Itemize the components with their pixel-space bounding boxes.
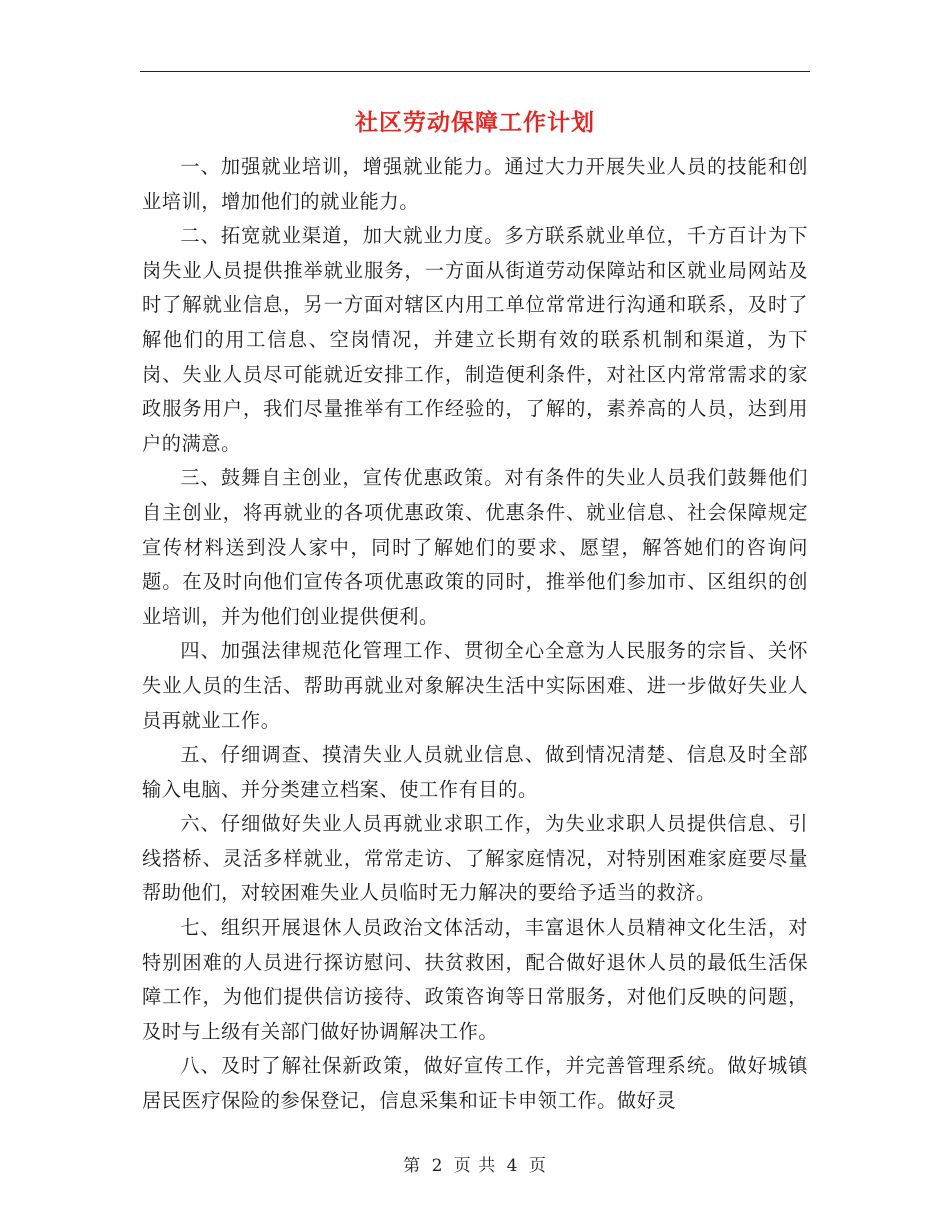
paragraph-7: 七、组织开展退休人员政治文体活动，丰富退休人员精神文化生活，对特别困难的人员进行探访慰问、扶贫救困，配合做好退休人员的最低生活保障工作，为他们提供信访接待、政策咨询等日常服务，对他们反映的问题，及时与上级有关部门做好协调解决工作。 [142,916,808,1043]
paragraph-2: 二、拓宽就业渠道，加大就业力度。多方联系就业单位，千方百计为下岗失业人员提供推举就业服务，一方面从街道劳动保障站和区就业局网站及时了解就业信息，另一方面对辖区内用工单位常常进行沟通和联系，及时了解他们的用工信息、空岗情况，并建立长期有效的联系机制和渠道，为下岗、失业人员尽可能就近安排工作，制造便利条件，对社区内常常需求的家政服务用户，我们尽量推举有工作经验的，了解的，素养高的人员，达到用户的满意。 [142,224,808,455]
paragraph-6: 六、仔细做好失业人员再就业求职工作，为失业求职人员提供信息、引线搭桥、灵活多样就业，常常走访、了解家庭情况，对特别困难家庭要尽量帮助他们，对较困难失业人员临时无力解决的要给予适当的救济。 [142,812,808,905]
paragraph-3: 三、鼓舞自主创业，宣传优惠政策。对有条件的失业人员我们鼓舞他们自主创业，将再就业的各项优惠政策、优惠条件、就业信息、社会保障规定宣传材料送到没人家中，同时了解她们的要求、愿望，解答她们的咨询问题。在及时向他们宣传各项优惠政策的同时，推举他们参加市、区组织的创业培训，并为他们创业提供便利。 [142,466,808,628]
footer-prefix: 第 [403,1156,422,1176]
paragraph-8: 八、及时了解社保新政策，做好宣传工作，并完善管理系统。做好城镇居民医疗保险的参保登记，信息采集和证卡申领工作。做好灵 [142,1054,808,1113]
paragraph-4: 四、加强法律规范化管理工作、贯彻全心全意为人民服务的宗旨、关怀失业人员的生活、帮助再就业对象解决生活中实际困难、进一步做好失业人员再就业工作。 [142,639,808,732]
footer-mid: 页 共 [453,1156,497,1176]
footer-current-page: 2 [431,1156,444,1176]
footer-total-pages: 4 [506,1156,519,1176]
header-rule [140,71,810,72]
footer-suffix: 页 [528,1156,547,1176]
paragraph-1: 一、加强就业培训，增强就业能力。通过大力开展失业人员的技能和创业培训，增加他们的就业能力。 [142,155,808,213]
paragraph-5: 五、仔细调查、摸清失业人员就业信息、做到情况清楚、信息及时全部输入电脑、并分类建立档案、使工作有目的。 [142,743,808,801]
document-body [142,150,808,1119]
document-title: 社区劳动保障工作计划 [355,109,595,136]
page-footer [0,1151,950,1176]
